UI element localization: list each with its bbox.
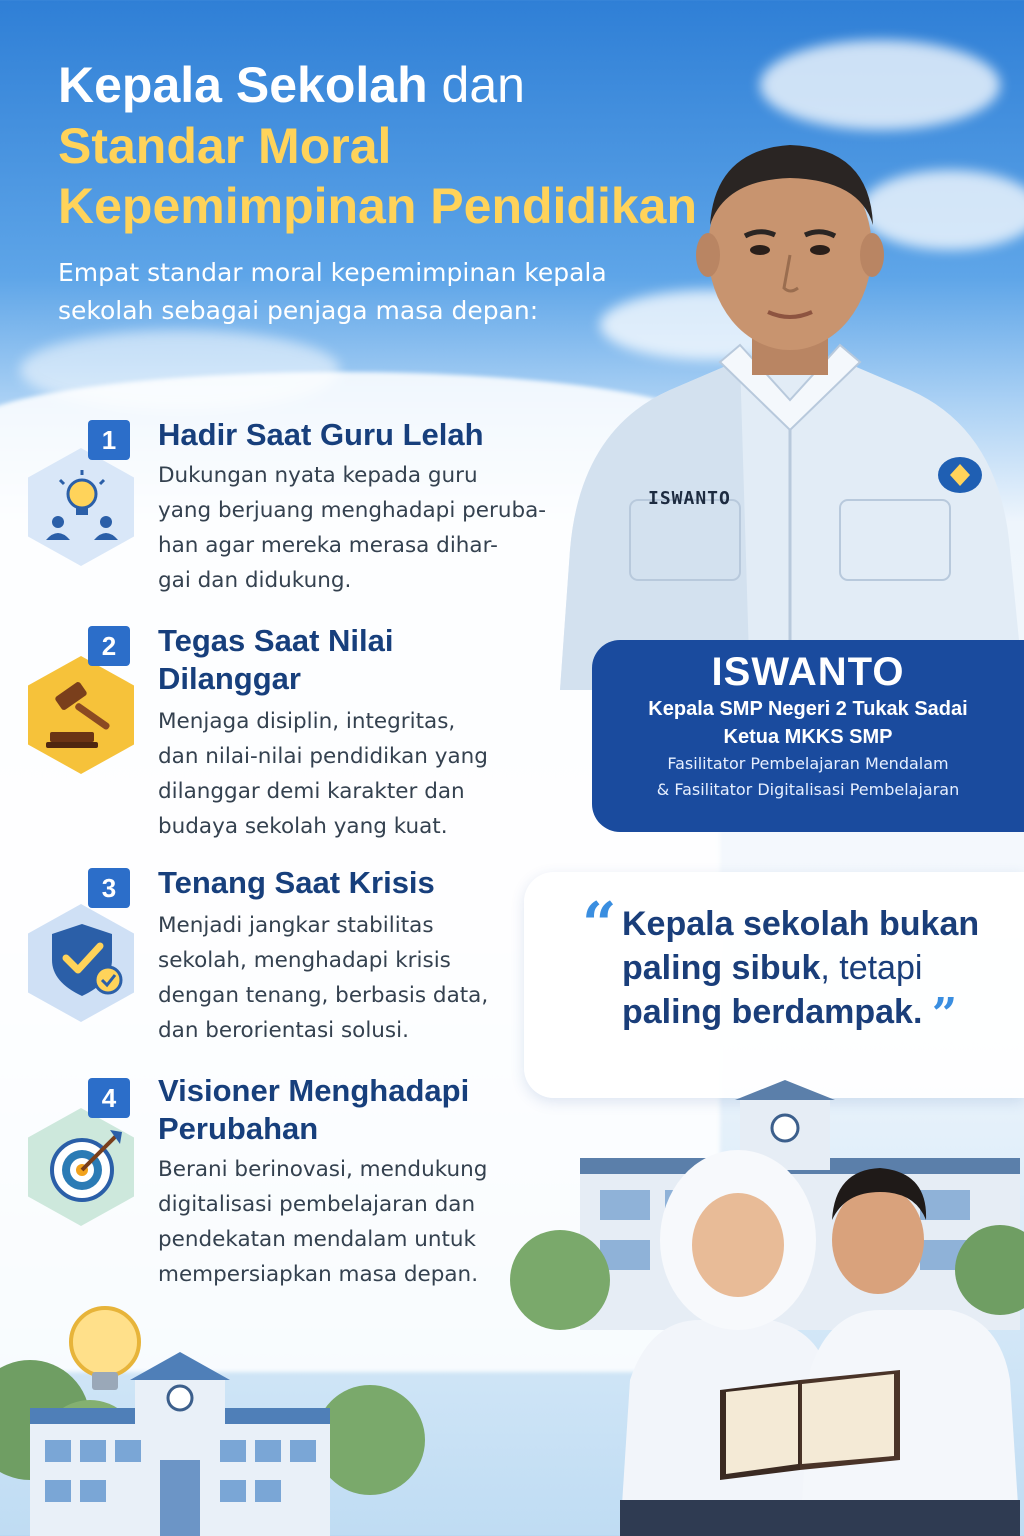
point-1-desc-line: Dukungan nyata kepada guru <box>158 463 478 488</box>
point-2-title-line: Dilanggar <box>158 661 301 696</box>
lightbulb-team-icon <box>42 466 122 546</box>
portrait-photo <box>540 130 1024 690</box>
cloud <box>760 40 1000 130</box>
quote-plain: , tetapi <box>820 949 923 987</box>
point-1-desc-line: gai dan didukung. <box>158 568 352 593</box>
quote-bold-1: Kepala sekolah bukan <box>622 905 980 943</box>
point-1-desc-line: yang berjuang menghadapi peruba- <box>158 498 547 523</box>
point-1-title: Hadir Saat Guru Lelah <box>158 417 484 452</box>
profile-role-2: Ketua MKKS SMP <box>723 726 893 748</box>
profile-role-4: & Fasilitator Digitalisasi Pembelajaran <box>656 780 960 799</box>
point-1-number-badge: 1 <box>88 420 130 460</box>
quote-bold-2: paling sibuk <box>622 949 821 987</box>
subtitle-line-2: sekolah sebagai penjaga masa depan: <box>58 296 539 325</box>
point-4-desc-line: digitalisasi pembelajaran dan <box>158 1192 476 1217</box>
point-3-desc-line: dengan tenang, berbasis data, <box>158 983 489 1008</box>
point-3 <box>28 862 548 1052</box>
point-2-desc-line: budaya sekolah yang kuat. <box>158 814 448 839</box>
point-3-desc <box>158 908 488 1048</box>
point-2-number-badge: 2 <box>88 626 130 666</box>
point-2-desc <box>158 704 488 844</box>
quote-open-icon: “ <box>582 890 617 960</box>
title-gold-1: Standar Moral <box>58 118 392 174</box>
point-4-title-line: Perubahan <box>158 1111 319 1146</box>
quote-card <box>524 872 1024 1098</box>
point-1 <box>28 410 548 600</box>
point-4-desc-line: Berani berinovasi, mendukung <box>158 1157 488 1182</box>
point-4-title-line: Visioner Menghadapi <box>158 1073 470 1108</box>
subtitle-line-1: Empat standar moral kepemimpinan kepala <box>58 258 607 287</box>
title-white-thin: dan <box>441 57 525 113</box>
point-4-number-badge: 4 <box>88 1078 130 1118</box>
point-2-title-line: Tegas Saat Nilai <box>158 623 394 658</box>
title-white: Kepala Sekolah <box>58 57 428 113</box>
profile-card <box>592 640 1024 832</box>
point-3-desc-line: sekolah, menghadapi krisis <box>158 948 451 973</box>
point-2 <box>28 620 548 850</box>
title-gold-2: Kepemimpinan Pendidikan <box>58 178 698 234</box>
point-3-desc-line: dan berorientasi solusi. <box>158 1018 409 1043</box>
point-3-number-badge: 3 <box>88 868 130 908</box>
gavel-icon <box>42 676 126 756</box>
point-1-desc-line: han agar mereka merasa dihar- <box>158 533 498 558</box>
point-2-desc-line: Menjaga disiplin, integritas, <box>158 709 456 734</box>
quote-text <box>622 902 1012 1040</box>
profile-role-3: Fasilitator Pembelajaran Mendalam <box>667 754 949 773</box>
point-2-title <box>158 622 393 698</box>
profile-name: ISWANTO <box>711 650 905 694</box>
point-2-desc-line: dilanggar demi karakter dan <box>158 779 465 804</box>
point-3-title: Tenang Saat Krisis <box>158 865 435 900</box>
point-3-desc-line: Menjadi jangkar stabilitas <box>158 913 434 938</box>
profile-role-1: Kepala SMP Negeri 2 Tukak Sadai <box>648 698 968 720</box>
shirt-name-tag: ISWANTO <box>648 488 731 509</box>
point-1-desc <box>158 458 546 598</box>
point-4-desc-line: mempersiapkan masa depan. <box>158 1262 479 1287</box>
school-scene-illustration <box>0 1080 1024 1536</box>
quote-bold-3: paling berdampak. <box>622 993 923 1031</box>
point-2-desc-line: dan nilai-nilai pendidikan yang <box>158 744 488 769</box>
shield-check-icon <box>46 920 126 1000</box>
quote-close-icon: ” <box>931 989 958 1040</box>
point-4-desc-line: pendekatan mendalam untuk <box>158 1227 476 1252</box>
lightbulb-icon <box>71 1308 139 1390</box>
